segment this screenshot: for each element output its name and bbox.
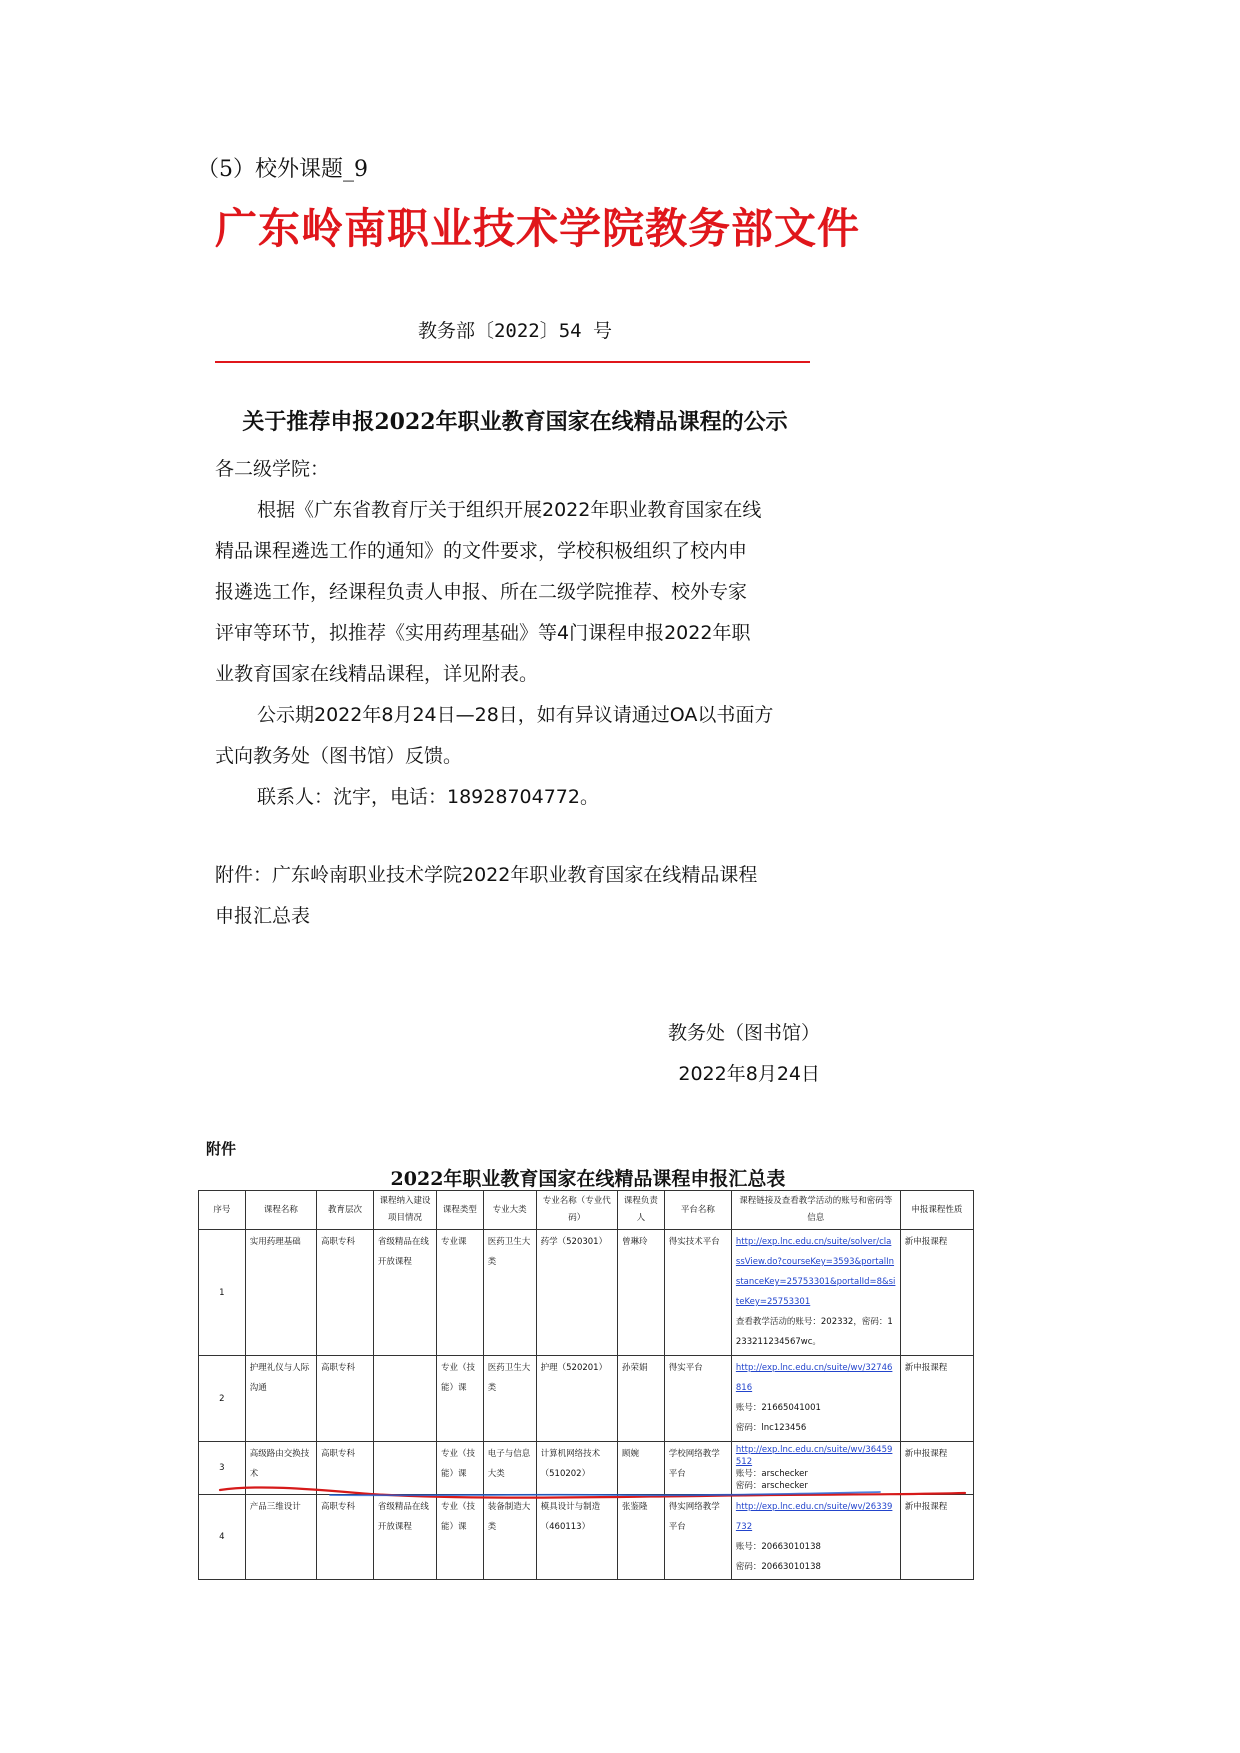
account-info: 查看教学活动的账号：202332，密码：1233211234567wc。 (735, 1317, 893, 1347)
row-number: 2 (199, 1356, 246, 1442)
course-name: 护理礼仪与人际沟通 (245, 1356, 316, 1442)
document-number: 教务部〔2022〕54 号 (417, 320, 613, 342)
attachment-note (215, 855, 800, 937)
major-name: 护理（520201） (536, 1356, 617, 1442)
column-header: 课程纳入建设项目情况 (373, 1191, 436, 1230)
text-line: 公示期2022年8月24日—28日，如有异议请通过OA以书面方 (257, 704, 774, 726)
project-status (373, 1356, 436, 1442)
document-red-header: 广东岭南职业技术学院教务部文件 (215, 204, 861, 253)
text-line: 申报汇总表 (215, 905, 311, 927)
section-label: （5）校外课题_9 (197, 157, 368, 182)
application-nature: 新申报课程 (900, 1495, 973, 1580)
annex-summary-table (198, 1190, 974, 1580)
text-line: 附件：广东岭南职业技术学院2022年职业教育国家在线精品课程 (215, 864, 758, 886)
education-level: 高职专科 (316, 1442, 373, 1495)
password-info: 密码：lnc123456 (735, 1423, 807, 1433)
course-type: 专业（技能）课 (436, 1356, 483, 1442)
course-link-cell (731, 1442, 900, 1495)
course-type: 专业课 (436, 1230, 483, 1356)
column-header: 专业名称（专业代码） (536, 1191, 617, 1230)
course-name: 实用药理基础 (245, 1230, 316, 1356)
annex-label: 附件 (206, 1140, 237, 1158)
education-level: 高职专科 (316, 1230, 373, 1356)
course-link-cell (731, 1356, 900, 1442)
platform-name: 得实技术平台 (664, 1230, 731, 1356)
course-leader: 曾琳玲 (617, 1230, 664, 1356)
major-name: 模具设计与制造（460113） (536, 1495, 617, 1580)
password-info: 密码：arschecker (735, 1481, 808, 1491)
table-row (199, 1442, 974, 1495)
column-header: 序号 (199, 1191, 246, 1230)
paragraph-2 (215, 695, 800, 777)
application-nature: 新申报课程 (900, 1356, 973, 1442)
row-number: 4 (199, 1495, 246, 1580)
table-header-row (199, 1191, 974, 1230)
project-status: 省级精品在线开放课程 (373, 1495, 436, 1580)
text-line: 业教育国家在线精品课程，详见附表。 (215, 663, 539, 685)
signature-org: 教务处（图书馆） (667, 1022, 820, 1044)
notice-subject: 关于推荐申报2022年职业教育国家在线精品课程的公示 (242, 409, 788, 435)
platform-name: 学校网络教学平台 (664, 1442, 731, 1495)
application-nature: 新申报课程 (900, 1230, 973, 1356)
platform-name: 得实网络教学平台 (664, 1495, 731, 1580)
major-category: 医药卫生大类 (483, 1356, 536, 1442)
education-level: 高职专科 (316, 1495, 373, 1580)
project-status (373, 1442, 436, 1495)
course-name: 高级路由交换技术 (245, 1442, 316, 1495)
course-name: 产品三维设计 (245, 1495, 316, 1580)
course-leader: 孙荣娟 (617, 1356, 664, 1442)
course-leader: 张鉴隆 (617, 1495, 664, 1580)
project-status: 省级精品在线开放课程 (373, 1230, 436, 1356)
password-info: 密码：20663010138 (735, 1562, 821, 1572)
red-divider (215, 361, 810, 363)
column-header: 平台名称 (664, 1191, 731, 1230)
account-info: 账号：arschecker (735, 1469, 808, 1479)
text-line: 报遴选工作，经课程负责人申报、所在二级学院推荐、校外专家 (215, 581, 748, 603)
column-header: 课程类型 (436, 1191, 483, 1230)
course-link[interactable]: http://exp.lnc.edu.cn/suite/wv/36459512 (735, 1445, 893, 1467)
text-line: 根据《广东省教育厅关于组织开展2022年职业教育国家在线 (257, 499, 762, 521)
text-line: 精品课程遴选工作的通知》的文件要求，学校积极组织了校内申 (215, 540, 748, 562)
major-name: 计算机网络技术（510202） (536, 1442, 617, 1495)
table-row (199, 1356, 974, 1442)
course-link[interactable]: http://exp.lnc.edu.cn/suite/wv/26339732 (735, 1502, 893, 1532)
course-link-cell (731, 1230, 900, 1356)
major-category: 电子与信息大类 (483, 1442, 536, 1495)
course-link-cell (731, 1495, 900, 1580)
table-row (199, 1230, 974, 1356)
row-number: 1 (199, 1230, 246, 1356)
education-level: 高职专科 (316, 1356, 373, 1442)
course-link[interactable]: http://exp.lnc.edu.cn/suite/wv/32746816 (735, 1363, 893, 1393)
major-category: 医药卫生大类 (483, 1230, 536, 1356)
course-leader: 顾婉 (617, 1442, 664, 1495)
column-header: 课程名称 (245, 1191, 316, 1230)
column-header: 课程链接及查看教学活动的账号和密码等信息 (731, 1191, 900, 1230)
application-nature: 新申报课程 (900, 1442, 973, 1495)
contact-line: 联系人：沈宇，电话：18928704772。 (257, 786, 599, 808)
course-type: 专业（技能）课 (436, 1442, 483, 1495)
row-number: 3 (199, 1442, 246, 1495)
account-info: 账号：21665041001 (735, 1403, 821, 1413)
column-header: 教育层次 (316, 1191, 373, 1230)
paragraph-1 (215, 490, 800, 695)
signature-date: 2022年8月24日 (678, 1063, 820, 1085)
salutation: 各二级学院： (215, 458, 330, 480)
platform-name: 得实平台 (664, 1356, 731, 1442)
major-category: 装备制造大类 (483, 1495, 536, 1580)
column-header: 专业大类 (483, 1191, 536, 1230)
table-row (199, 1495, 974, 1580)
annex-table-title: 2022年职业教育国家在线精品课程申报汇总表 (390, 1168, 786, 1190)
account-info: 账号：20663010138 (735, 1542, 821, 1552)
major-name: 药学（520301） (536, 1230, 617, 1356)
column-header: 申报课程性质 (900, 1191, 973, 1230)
course-type: 专业（技能）课 (436, 1495, 483, 1580)
text-line: 评审等环节，拟推荐《实用药理基础》等4门课程申报2022年职 (215, 622, 751, 644)
text-line: 式向教务处（图书馆）反馈。 (215, 745, 463, 767)
course-link[interactable]: http://exp.lnc.edu.cn/suite/solver/classView.do?courseKey=3593&portalInstanceKey=25753301&portalId=8&siteKey=25753301 (735, 1237, 896, 1307)
column-header: 课程负责人 (617, 1191, 664, 1230)
